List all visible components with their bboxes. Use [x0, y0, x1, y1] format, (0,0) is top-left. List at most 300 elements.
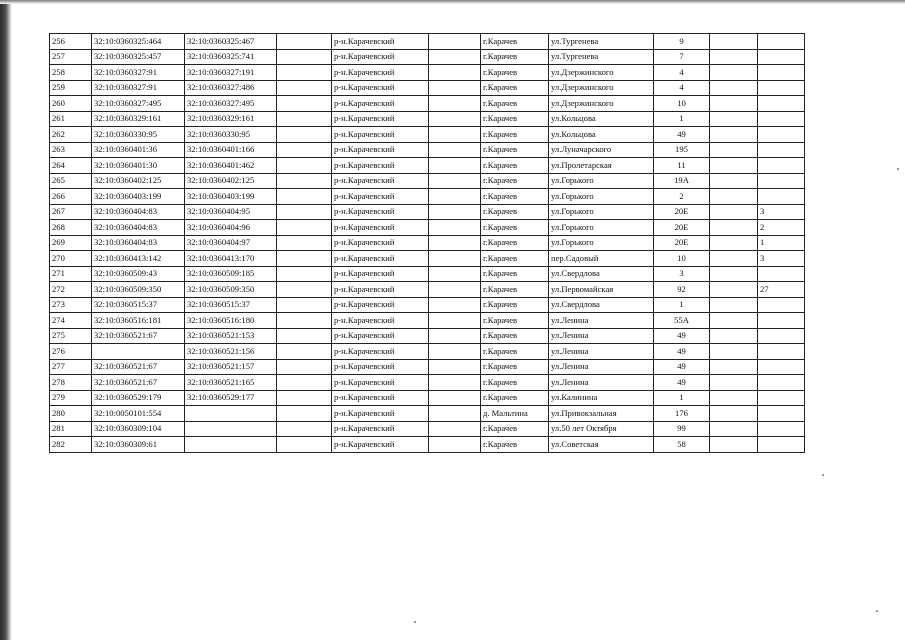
- apartment-number-cell: [758, 297, 805, 313]
- street-cell: ул.Дзержинского: [549, 96, 654, 112]
- house-number-cell: 7: [654, 49, 710, 65]
- row-number-cell: 282: [50, 437, 92, 453]
- cadastral-number-cell: 32:10:0360330:95: [92, 127, 185, 143]
- apartment-number-cell: 27: [758, 282, 805, 298]
- object-cadastral-number-cell: 32:10:0360509:185: [185, 266, 277, 282]
- empty-cell: [429, 251, 481, 267]
- object-cadastral-number-cell: 32:10:0360516:180: [185, 313, 277, 329]
- cadastral-number-cell: 32:10:0360403:199: [92, 189, 185, 205]
- house-number-cell: 49: [654, 127, 710, 143]
- row-number-cell: 271: [50, 266, 92, 282]
- district-cell: р-н.Карачевский: [332, 282, 429, 298]
- apartment-number-cell: 1: [758, 235, 805, 251]
- registry-table-body: [50, 34, 805, 453]
- empty-cell: [429, 282, 481, 298]
- table-row: [50, 80, 805, 96]
- house-number-cell: 4: [654, 80, 710, 96]
- house-number-cell: 19А: [654, 173, 710, 189]
- empty-cell: [277, 282, 332, 298]
- table-row: [50, 406, 805, 422]
- row-number-cell: 262: [50, 127, 92, 143]
- street-cell: ул.Горького: [549, 204, 654, 220]
- object-cadastral-number-cell: 32:10:0360404:96: [185, 220, 277, 236]
- empty-cell: [710, 235, 758, 251]
- district-cell: р-н.Карачевский: [332, 189, 429, 205]
- apartment-number-cell: [758, 390, 805, 406]
- empty-cell: [429, 266, 481, 282]
- cadastral-number-cell: 32:10:0360401:36: [92, 142, 185, 158]
- empty-cell: [710, 375, 758, 391]
- district-cell: р-н.Карачевский: [332, 437, 429, 453]
- cadastral-number-cell: 32:10:0360404:83: [92, 204, 185, 220]
- object-cadastral-number-cell: 32:10:0360529:177: [185, 390, 277, 406]
- empty-cell: [429, 344, 481, 360]
- street-cell: ул.Ленина: [549, 313, 654, 329]
- table-row: [50, 111, 805, 127]
- empty-cell: [277, 235, 332, 251]
- locality-cell: г.Карачев: [481, 111, 549, 127]
- apartment-number-cell: [758, 189, 805, 205]
- street-cell: ул.Кольцова: [549, 127, 654, 143]
- empty-cell: [277, 437, 332, 453]
- empty-cell: [429, 220, 481, 236]
- house-number-cell: 20Е: [654, 220, 710, 236]
- street-cell: ул.Дзержинского: [549, 80, 654, 96]
- district-cell: р-н.Карачевский: [332, 359, 429, 375]
- empty-cell: [277, 65, 332, 81]
- table-row: [50, 189, 805, 205]
- empty-cell: [429, 328, 481, 344]
- locality-cell: г.Карачев: [481, 437, 549, 453]
- row-number-cell: 265: [50, 173, 92, 189]
- empty-cell: [429, 235, 481, 251]
- object-cadastral-number-cell: 32:10:0360521:153: [185, 328, 277, 344]
- locality-cell: г.Карачев: [481, 266, 549, 282]
- house-number-cell: 49: [654, 328, 710, 344]
- object-cadastral-number-cell: 32:10:0360402:125: [185, 173, 277, 189]
- empty-cell: [429, 173, 481, 189]
- empty-cell: [429, 49, 481, 65]
- table-row: [50, 173, 805, 189]
- apartment-number-cell: 3: [758, 204, 805, 220]
- district-cell: р-н.Карачевский: [332, 111, 429, 127]
- empty-cell: [277, 80, 332, 96]
- street-cell: пер.Садовый: [549, 251, 654, 267]
- table-row: [50, 266, 805, 282]
- row-number-cell: 281: [50, 421, 92, 437]
- street-cell: ул.Ленина: [549, 328, 654, 344]
- object-cadastral-number-cell: 32:10:0360325:467: [185, 34, 277, 50]
- street-cell: ул.Ленина: [549, 375, 654, 391]
- cadastral-number-cell: 32:10:0360401:30: [92, 158, 185, 174]
- house-number-cell: 1: [654, 390, 710, 406]
- object-cadastral-number-cell: [185, 406, 277, 422]
- apartment-number-cell: [758, 406, 805, 422]
- district-cell: р-н.Карачевский: [332, 266, 429, 282]
- object-cadastral-number-cell: 32:10:0360325:741: [185, 49, 277, 65]
- empty-cell: [710, 406, 758, 422]
- street-cell: ул.Тургенева: [549, 49, 654, 65]
- object-cadastral-number-cell: 32:10:0360515:37: [185, 297, 277, 313]
- cadastral-number-cell: [92, 344, 185, 360]
- empty-cell: [710, 158, 758, 174]
- empty-cell: [710, 421, 758, 437]
- object-cadastral-number-cell: 32:10:0360521:157: [185, 359, 277, 375]
- house-number-cell: 4: [654, 65, 710, 81]
- row-number-cell: 277: [50, 359, 92, 375]
- cadastral-number-cell: 32:10:0360529:179: [92, 390, 185, 406]
- empty-cell: [710, 220, 758, 236]
- empty-cell: [429, 313, 481, 329]
- apartment-number-cell: [758, 158, 805, 174]
- locality-cell: г.Карачев: [481, 359, 549, 375]
- house-number-cell: 49: [654, 359, 710, 375]
- table-row: [50, 313, 805, 329]
- street-cell: ул.Тургенева: [549, 34, 654, 50]
- empty-cell: [710, 266, 758, 282]
- empty-cell: [277, 390, 332, 406]
- house-number-cell: 3: [654, 266, 710, 282]
- object-cadastral-number-cell: 32:10:0360509:350: [185, 282, 277, 298]
- empty-cell: [277, 173, 332, 189]
- row-number-cell: 275: [50, 328, 92, 344]
- street-cell: ул.Свердлова: [549, 266, 654, 282]
- empty-cell: [710, 127, 758, 143]
- cadastral-number-cell: 32:10:0360325:464: [92, 34, 185, 50]
- apartment-number-cell: 2: [758, 220, 805, 236]
- empty-cell: [710, 282, 758, 298]
- object-cadastral-number-cell: [185, 437, 277, 453]
- locality-cell: г.Карачев: [481, 375, 549, 391]
- apartment-number-cell: [758, 266, 805, 282]
- empty-cell: [710, 390, 758, 406]
- row-number-cell: 264: [50, 158, 92, 174]
- house-number-cell: 9: [654, 34, 710, 50]
- cadastral-number-cell: 32:10:0360521:67: [92, 359, 185, 375]
- empty-cell: [429, 375, 481, 391]
- table-row: [50, 297, 805, 313]
- house-number-cell: 195: [654, 142, 710, 158]
- district-cell: р-н.Карачевский: [332, 96, 429, 112]
- empty-cell: [710, 49, 758, 65]
- district-cell: р-н.Карачевский: [332, 421, 429, 437]
- district-cell: р-н.Карачевский: [332, 220, 429, 236]
- district-cell: р-н.Карачевский: [332, 127, 429, 143]
- table-row: [50, 142, 805, 158]
- empty-cell: [710, 96, 758, 112]
- object-cadastral-number-cell: 32:10:0360330:95: [185, 127, 277, 143]
- apartment-number-cell: [758, 111, 805, 127]
- empty-cell: [710, 344, 758, 360]
- district-cell: р-н.Карачевский: [332, 375, 429, 391]
- scan-shadow-top: [0, 0, 905, 4]
- street-cell: ул.Кольцова: [549, 111, 654, 127]
- district-cell: р-н.Карачевский: [332, 65, 429, 81]
- house-number-cell: 49: [654, 375, 710, 391]
- house-number-cell: 55А: [654, 313, 710, 329]
- empty-cell: [277, 49, 332, 65]
- district-cell: р-н.Карачевский: [332, 390, 429, 406]
- empty-cell: [710, 437, 758, 453]
- house-number-cell: 58: [654, 437, 710, 453]
- house-number-cell: 1: [654, 297, 710, 313]
- cadastral-number-cell: 32:10:0360509:350: [92, 282, 185, 298]
- object-cadastral-number-cell: 32:10:0360521:165: [185, 375, 277, 391]
- street-cell: ул.Луначарского: [549, 142, 654, 158]
- table-row: [50, 127, 805, 143]
- object-cadastral-number-cell: [185, 421, 277, 437]
- table-row: [50, 220, 805, 236]
- house-number-cell: 20Е: [654, 235, 710, 251]
- empty-cell: [710, 111, 758, 127]
- district-cell: р-н.Карачевский: [332, 344, 429, 360]
- cadastral-number-cell: 32:10:0360404:83: [92, 235, 185, 251]
- locality-cell: г.Карачев: [481, 158, 549, 174]
- empty-cell: [429, 142, 481, 158]
- locality-cell: г.Карачев: [481, 96, 549, 112]
- empty-cell: [277, 359, 332, 375]
- empty-cell: [277, 406, 332, 422]
- row-number-cell: 270: [50, 251, 92, 267]
- empty-cell: [710, 204, 758, 220]
- row-number-cell: 266: [50, 189, 92, 205]
- scan-shadow-left: [0, 0, 12, 640]
- district-cell: р-н.Карачевский: [332, 49, 429, 65]
- locality-cell: г.Карачев: [481, 220, 549, 236]
- table-row: [50, 375, 805, 391]
- empty-cell: [277, 313, 332, 329]
- empty-cell: [277, 127, 332, 143]
- locality-cell: г.Карачев: [481, 421, 549, 437]
- empty-cell: [710, 313, 758, 329]
- row-number-cell: 280: [50, 406, 92, 422]
- district-cell: р-н.Карачевский: [332, 34, 429, 50]
- apartment-number-cell: 3: [758, 251, 805, 267]
- apartment-number-cell: [758, 49, 805, 65]
- row-number-cell: 272: [50, 282, 92, 298]
- apartment-number-cell: [758, 328, 805, 344]
- row-number-cell: 274: [50, 313, 92, 329]
- scan-speck: [822, 474, 824, 476]
- empty-cell: [710, 65, 758, 81]
- row-number-cell: 260: [50, 96, 92, 112]
- row-number-cell: 269: [50, 235, 92, 251]
- street-cell: ул.Горького: [549, 173, 654, 189]
- street-cell: ул.Первомайская: [549, 282, 654, 298]
- cadastral-number-cell: 32:10:0360413:142: [92, 251, 185, 267]
- object-cadastral-number-cell: 32:10:0360401:462: [185, 158, 277, 174]
- locality-cell: г.Карачев: [481, 173, 549, 189]
- apartment-number-cell: [758, 34, 805, 50]
- table-row: [50, 49, 805, 65]
- table-row: [50, 359, 805, 375]
- street-cell: ул.Привокзальная: [549, 406, 654, 422]
- district-cell: р-н.Карачевский: [332, 173, 429, 189]
- object-cadastral-number-cell: 32:10:0360401:166: [185, 142, 277, 158]
- empty-cell: [429, 204, 481, 220]
- table-row: [50, 328, 805, 344]
- street-cell: ул.Горького: [549, 235, 654, 251]
- cadastral-number-cell: 32:10:0050101:554: [92, 406, 185, 422]
- locality-cell: г.Карачев: [481, 204, 549, 220]
- object-cadastral-number-cell: 32:10:0360327:191: [185, 65, 277, 81]
- row-number-cell: 257: [50, 49, 92, 65]
- locality-cell: д. Мальтина: [481, 406, 549, 422]
- cadastral-number-cell: 32:10:0360325:457: [92, 49, 185, 65]
- apartment-number-cell: [758, 313, 805, 329]
- street-cell: ул.Свердлова: [549, 297, 654, 313]
- table-row: [50, 204, 805, 220]
- empty-cell: [429, 96, 481, 112]
- locality-cell: г.Карачев: [481, 142, 549, 158]
- scan-speck: [876, 610, 878, 612]
- empty-cell: [429, 158, 481, 174]
- empty-cell: [429, 127, 481, 143]
- table-row: [50, 65, 805, 81]
- table-row: [50, 96, 805, 112]
- apartment-number-cell: [758, 359, 805, 375]
- house-number-cell: 1: [654, 111, 710, 127]
- locality-cell: г.Карачев: [481, 235, 549, 251]
- cadastral-number-cell: 32:10:0360309:61: [92, 437, 185, 453]
- row-number-cell: 256: [50, 34, 92, 50]
- house-number-cell: 49: [654, 344, 710, 360]
- empty-cell: [710, 34, 758, 50]
- empty-cell: [277, 189, 332, 205]
- house-number-cell: 10: [654, 251, 710, 267]
- apartment-number-cell: [758, 421, 805, 437]
- empty-cell: [429, 189, 481, 205]
- row-number-cell: 267: [50, 204, 92, 220]
- district-cell: р-н.Карачевский: [332, 406, 429, 422]
- table-row: [50, 158, 805, 174]
- table-row: [50, 235, 805, 251]
- row-number-cell: 261: [50, 111, 92, 127]
- locality-cell: г.Карачев: [481, 344, 549, 360]
- empty-cell: [429, 359, 481, 375]
- locality-cell: г.Карачев: [481, 390, 549, 406]
- object-cadastral-number-cell: 32:10:0360327:486: [185, 80, 277, 96]
- row-number-cell: 258: [50, 65, 92, 81]
- apartment-number-cell: [758, 375, 805, 391]
- cadastral-number-cell: 32:10:0360327:91: [92, 65, 185, 81]
- house-number-cell: 99: [654, 421, 710, 437]
- row-number-cell: 263: [50, 142, 92, 158]
- empty-cell: [277, 34, 332, 50]
- scan-speck: [897, 168, 899, 170]
- row-number-cell: 259: [50, 80, 92, 96]
- empty-cell: [429, 65, 481, 81]
- empty-cell: [710, 189, 758, 205]
- object-cadastral-number-cell: 32:10:0360403:199: [185, 189, 277, 205]
- empty-cell: [429, 34, 481, 50]
- street-cell: ул.50 лет Октября: [549, 421, 654, 437]
- table-row: [50, 437, 805, 453]
- street-cell: ул.Пролетарская: [549, 158, 654, 174]
- street-cell: ул.Дзержинского: [549, 65, 654, 81]
- property-registry-table: [49, 33, 805, 453]
- street-cell: ул.Калинина: [549, 390, 654, 406]
- empty-cell: [429, 437, 481, 453]
- district-cell: р-н.Карачевский: [332, 251, 429, 267]
- district-cell: р-н.Карачевский: [332, 158, 429, 174]
- locality-cell: г.Карачев: [481, 282, 549, 298]
- street-cell: ул.Ленина: [549, 359, 654, 375]
- cadastral-number-cell: 32:10:0360329:161: [92, 111, 185, 127]
- row-number-cell: 268: [50, 220, 92, 236]
- empty-cell: [710, 328, 758, 344]
- empty-cell: [710, 142, 758, 158]
- street-cell: ул.Горького: [549, 220, 654, 236]
- cadastral-number-cell: 32:10:0360327:91: [92, 80, 185, 96]
- row-number-cell: 279: [50, 390, 92, 406]
- empty-cell: [277, 96, 332, 112]
- cadastral-number-cell: 32:10:0360327:495: [92, 96, 185, 112]
- empty-cell: [277, 375, 332, 391]
- empty-cell: [710, 173, 758, 189]
- apartment-number-cell: [758, 344, 805, 360]
- apartment-number-cell: [758, 96, 805, 112]
- table-row: [50, 282, 805, 298]
- house-number-cell: 176: [654, 406, 710, 422]
- table-row: [50, 34, 805, 50]
- empty-cell: [429, 80, 481, 96]
- cadastral-number-cell: 32:10:0360309:104: [92, 421, 185, 437]
- object-cadastral-number-cell: 32:10:0360327:495: [185, 96, 277, 112]
- district-cell: р-н.Карачевский: [332, 80, 429, 96]
- object-cadastral-number-cell: 32:10:0360521:156: [185, 344, 277, 360]
- empty-cell: [277, 111, 332, 127]
- empty-cell: [710, 251, 758, 267]
- street-cell: ул.Горького: [549, 189, 654, 205]
- empty-cell: [429, 406, 481, 422]
- apartment-number-cell: [758, 437, 805, 453]
- empty-cell: [277, 328, 332, 344]
- empty-cell: [429, 297, 481, 313]
- object-cadastral-number-cell: 32:10:0360329:161: [185, 111, 277, 127]
- locality-cell: г.Карачев: [481, 127, 549, 143]
- empty-cell: [277, 344, 332, 360]
- empty-cell: [277, 251, 332, 267]
- empty-cell: [710, 80, 758, 96]
- district-cell: р-н.Карачевский: [332, 328, 429, 344]
- cadastral-number-cell: 32:10:0360515:37: [92, 297, 185, 313]
- house-number-cell: 10: [654, 96, 710, 112]
- apartment-number-cell: [758, 80, 805, 96]
- empty-cell: [429, 111, 481, 127]
- object-cadastral-number-cell: 32:10:0360404:97: [185, 235, 277, 251]
- table-row: [50, 390, 805, 406]
- district-cell: р-н.Карачевский: [332, 204, 429, 220]
- object-cadastral-number-cell: 32:10:0360404:95: [185, 204, 277, 220]
- district-cell: р-н.Карачевский: [332, 235, 429, 251]
- row-number-cell: 273: [50, 297, 92, 313]
- cadastral-number-cell: 32:10:0360521:67: [92, 375, 185, 391]
- apartment-number-cell: [758, 173, 805, 189]
- locality-cell: г.Карачев: [481, 65, 549, 81]
- locality-cell: г.Карачев: [481, 313, 549, 329]
- cadastral-number-cell: 32:10:0360521:67: [92, 328, 185, 344]
- locality-cell: г.Карачев: [481, 189, 549, 205]
- empty-cell: [429, 421, 481, 437]
- empty-cell: [277, 421, 332, 437]
- district-cell: р-н.Карачевский: [332, 142, 429, 158]
- district-cell: р-н.Карачевский: [332, 313, 429, 329]
- cadastral-number-cell: 32:10:0360404:83: [92, 220, 185, 236]
- table-row: [50, 344, 805, 360]
- locality-cell: г.Карачев: [481, 251, 549, 267]
- row-number-cell: 276: [50, 344, 92, 360]
